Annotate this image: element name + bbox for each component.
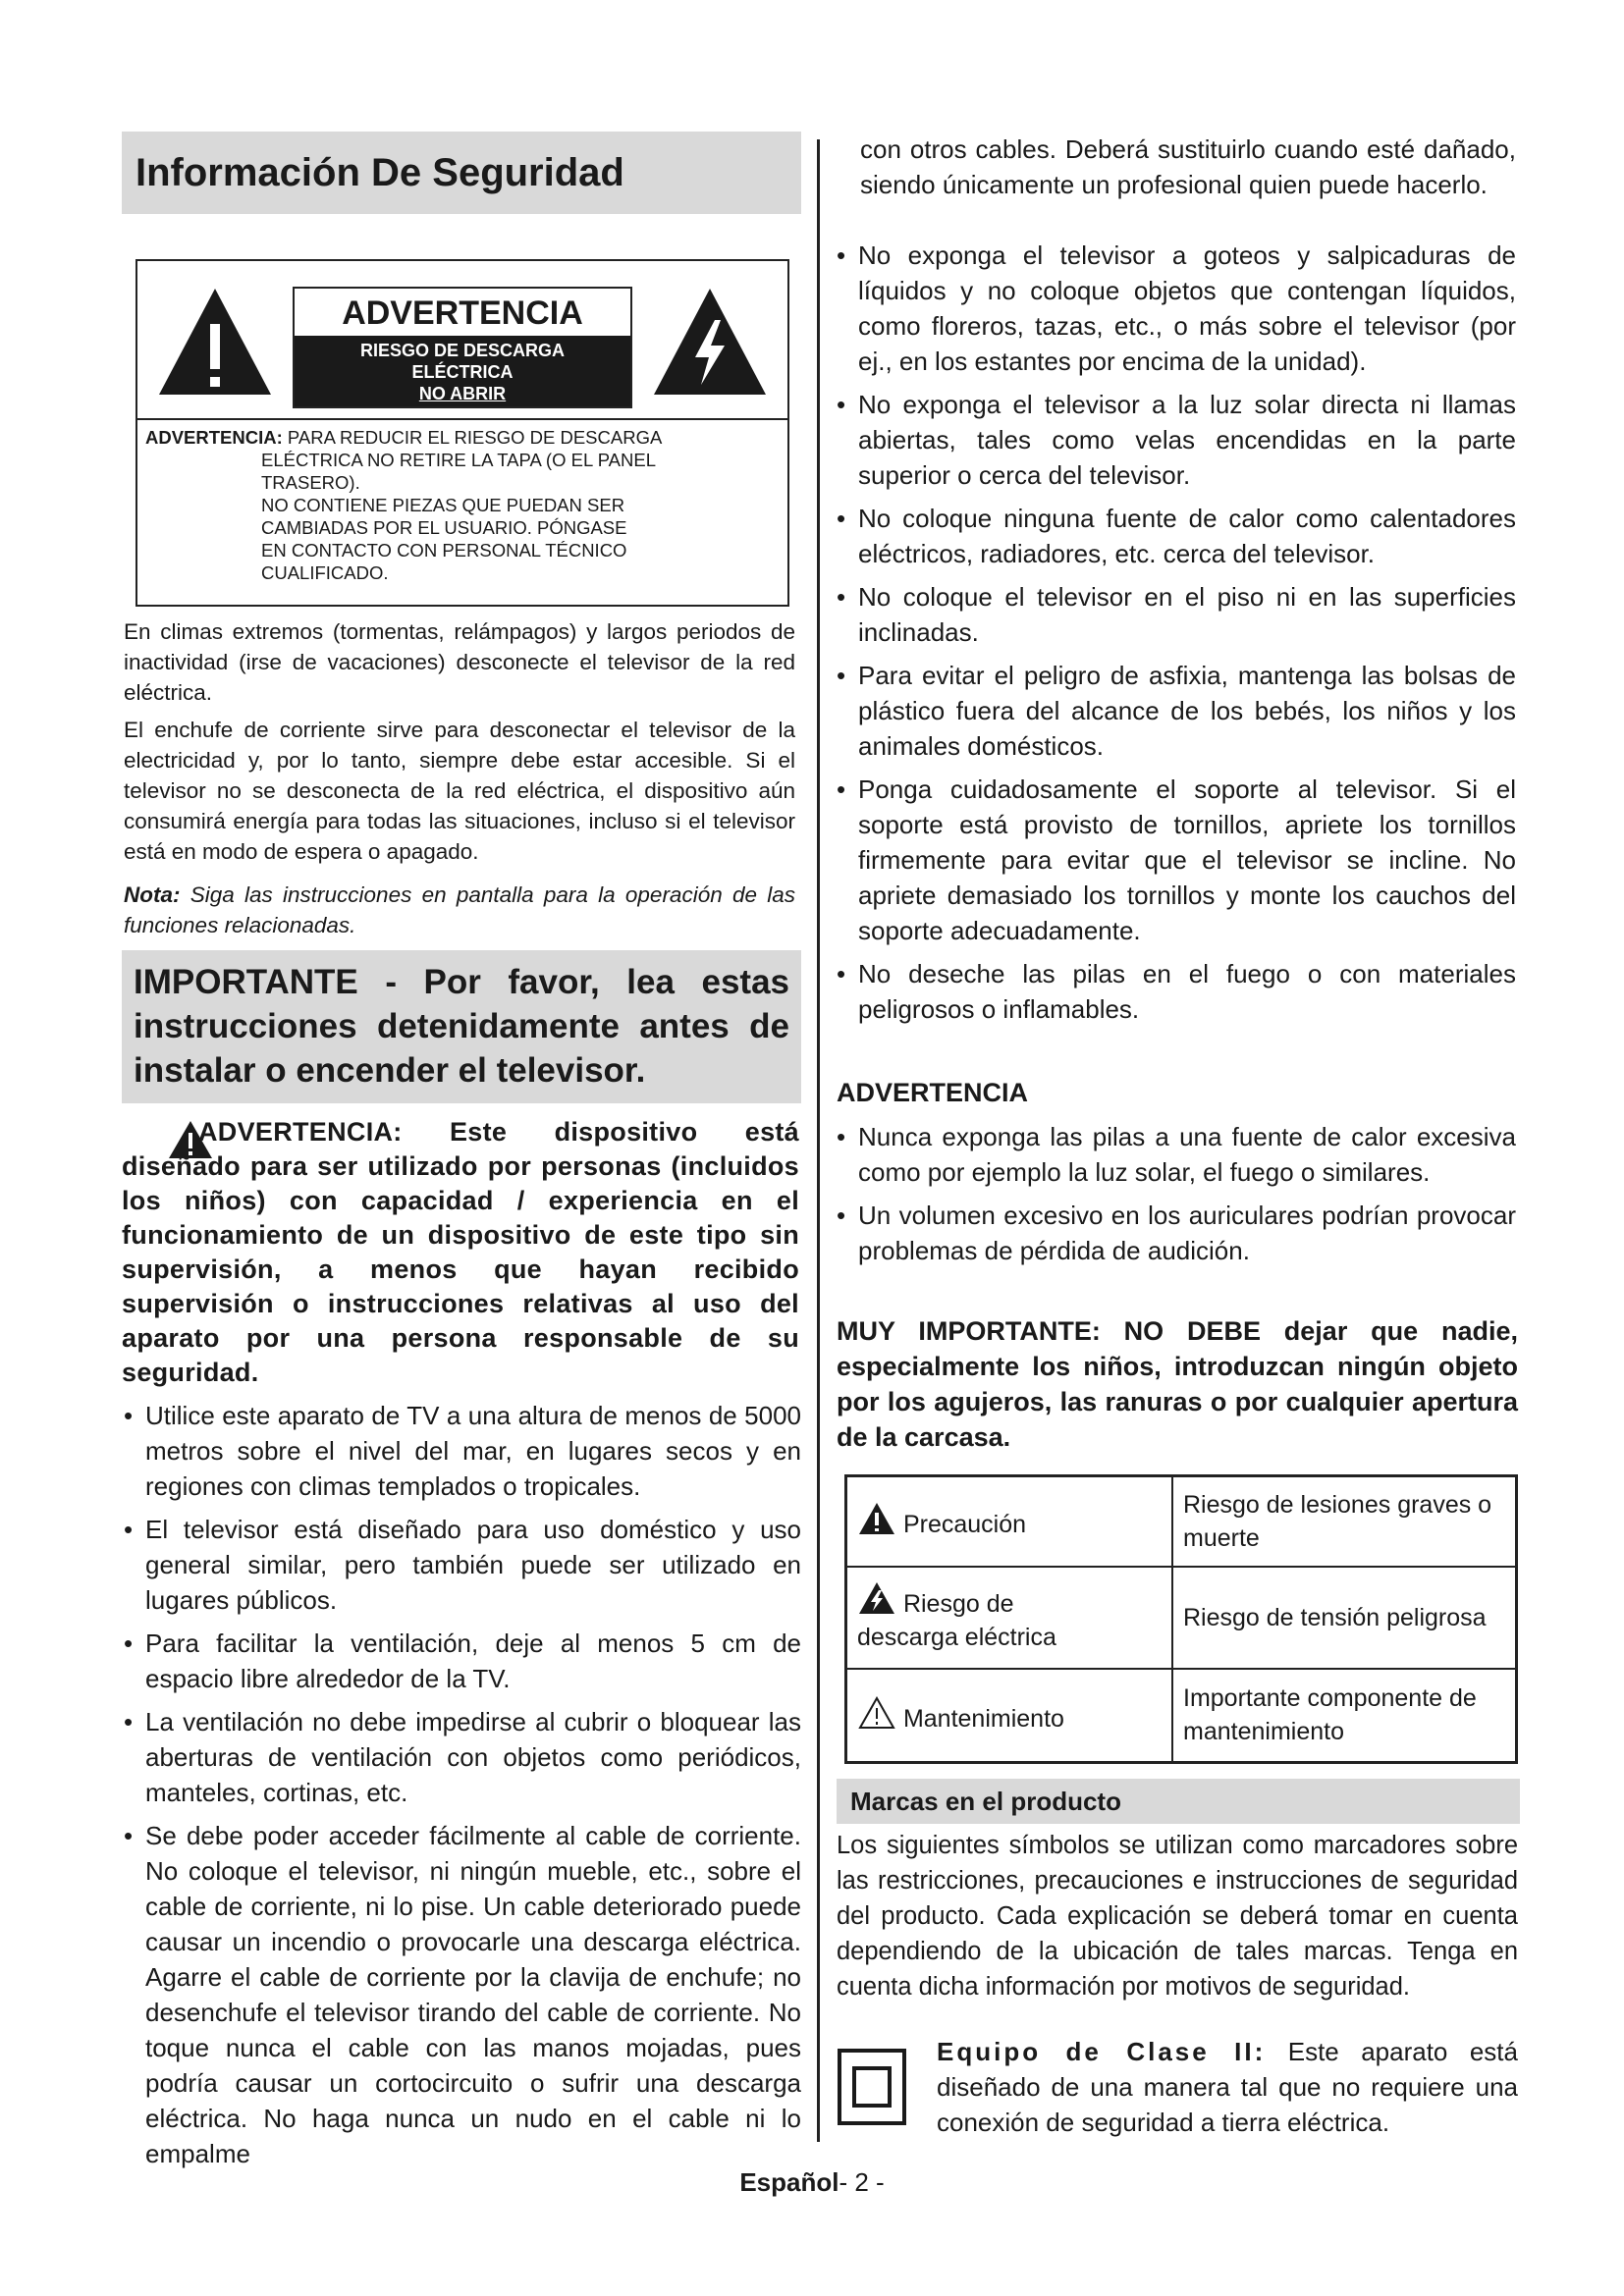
marcas-paragraph: Los siguientes símbolos se utilizan como marcadores sobre las restricciones, precauciones e instrucciones de seguridad del producto. Cada explicación se deberá tomar en cuenta dependiendo de la ubicación de tales marcas. Tenga en cuenta dicha información por motivos de seguridad.	[837, 1832, 1518, 2001]
warning-line: ELÉCTRICA NO RETIRE LA TAPA (O EL PANEL	[261, 450, 656, 470]
maintenance-label: Mantenimiento	[902, 1704, 1064, 1733]
cable-continuation: con otros cables. Deberá sustituirlo cuando esté dañado, siendo únicamente un profesional quien puede hacerlo.	[860, 134, 1516, 199]
list-item: • No coloque el televisor en el piso ni en las superficies inclinadas.	[835, 579, 1516, 650]
footer-page-number: - 2 -	[839, 2167, 885, 2197]
warning-box	[135, 259, 789, 607]
list-item: • Nunca exponga las pilas a una fuente de calor excesiva como por ejemplo la luz solar, el fuego o similares.	[835, 1119, 1516, 1190]
page-title: Información De Seguridad	[135, 151, 624, 194]
column-divider	[817, 139, 820, 2142]
class-ii-text: Este aparato está diseñado de una manera tal que no requiere una conexión de seguridad a tierra eléctrica.	[937, 2037, 1518, 2137]
shock-risk-line: ELÉCTRICA	[411, 362, 514, 382]
list-item: • No deseche las pilas en el fuego o con materiales peligrosos o inflamables.	[835, 956, 1516, 1027]
class-ii-paragraph	[937, 2034, 1518, 2140]
list-item: • La ventilación no debe impedirse al cubrir o bloquear las aberturas de ventilación con objetos como periódicos, manteles, cortinas, etc.	[122, 1704, 801, 1810]
battery-bullet-list	[835, 1119, 1516, 1276]
warning-line: CAMBIADAS POR EL USUARIO. PÓNGASE	[261, 517, 627, 538]
important-banner-text: IMPORTANTE - Por favor, lea estas instrucciones detenidamente antes de instalar o encender el televisor.	[134, 963, 789, 1090]
warning-line: CUALIFICADO.	[261, 562, 389, 583]
warning-line: TRASERO).	[261, 472, 360, 493]
list-item: • Utilice este aparato de TV a una altura de menos de 5000 metros sobre el nivel del mar, en lugares secos y en regiones con climas templados o tropicales.	[122, 1398, 801, 1504]
note-paragraph	[124, 880, 795, 940]
warning-box-text	[145, 426, 780, 584]
list-item: • Un volumen excesivo en los auriculares podrían provocar problemas de pérdida de audición.	[835, 1198, 1516, 1268]
table-row	[846, 1476, 1517, 1567]
marcas-heading-banner	[837, 1779, 1520, 1824]
maintenance-triangle-icon	[857, 1695, 896, 1731]
table-cell: Importante componente de mantenimiento	[1172, 1669, 1517, 1763]
footer-language: Español	[739, 2167, 839, 2197]
page-title-banner	[122, 132, 801, 214]
important-banner	[122, 950, 801, 1103]
device-warning: ADVERTENCIA: Este dispositivo está diseñado para ser utilizado por personas (incluidos los niños) con capacidad / experiencia en el funcionamiento de un dispositivo de este tipo sin supervisión, a menos que hayan recibido supervisión o instrucciones relativas al uso del aparato por una persona responsable de su seguridad.	[122, 1117, 799, 1387]
advertencia-label-box	[293, 287, 632, 408]
note-label: Nota:	[124, 882, 181, 907]
symbols-table	[844, 1474, 1518, 1764]
note-text: Siga las instrucciones en pantalla para la operación de las funciones relacionadas.	[124, 882, 795, 937]
warning-line: EN CONTACTO CON PERSONAL TÉCNICO	[261, 540, 627, 561]
warning-line: NO CONTIENE PIEZAS QUE PUEDAN SER	[261, 495, 625, 515]
caution-triangle-icon	[857, 1501, 896, 1536]
lightning-triangle-icon	[650, 285, 770, 400]
list-item: • No exponga el televisor a goteos y salpicaduras de líquidos y no coloque objetos que contengan líquidos, como floreros, tazas, etc., o más sobre el televisor (por ej., en los estantes por encima de la unidad).	[835, 238, 1516, 379]
warning-triangle-icon	[155, 285, 275, 400]
shock-label-line2: descarga eléctrica	[857, 1624, 1056, 1651]
class-ii-icon	[837, 2048, 907, 2126]
right-bullet-list	[835, 238, 1516, 1035]
list-item: • Ponga cuidadosamente el soporte al televisor. Si el soporte está provisto de tornillos, apriete los tornillos firmemente para evitar que el televisor se incline. No apriete demasiado los tornillos y monte los cauchos del soporte adecuadamente.	[835, 772, 1516, 948]
climate-paragraph: En climas extremos (tormentas, relámpagos) y largos periodos de inactividad (irse de vacaciones) desconecte el televisor de la red eléctrica.	[124, 619, 795, 705]
shock-label: Riesgo de	[902, 1590, 1014, 1618]
left-bullet-list	[122, 1398, 801, 2179]
advertencia-header: ADVERTENCIA	[342, 294, 583, 332]
muy-importante-warning: MUY IMPORTANTE: NO DEBE dejar que nadie, especialmente los niños, introduzcan ningún objeto por los agujeros, las ranuras o por cualquier apertura de la carcasa.	[837, 1316, 1518, 1452]
table-cell	[846, 1567, 1173, 1669]
table-row	[846, 1669, 1517, 1763]
shock-risk-label	[295, 336, 630, 406]
list-item: • Para evitar el peligro de asfixia, mantenga las bolsas de plástico fuera del alcance de los bebés, los niños y los animales domésticos.	[835, 658, 1516, 764]
plug-paragraph: El enchufe de corriente sirve para desconectar el televisor de la electricidad y, por lo tanto, siempre debe estar accesible. Si el televisor no se desconecta de la red eléctrica, el dispositivo aún consumirá energía para todas las situaciones, incluso si el televisor está en modo de espera o apagado.	[124, 718, 795, 864]
list-item: • Se debe poder acceder fácilmente al cable de corriente. No coloque el televisor, ni ningún mueble, etc., sobre el cable de corriente, ni lo pise. Un cable deteriorado puede causar un incendio o provocarle una descarga eléctrica. Agarre el cable de corriente por la clavija de enchufe; no desenchufe el televisor tirando del cable de corriente. No toque nunca el cable con las manos mojadas, pues podría causar un cortocircuito o sufrir una descarga eléctrica. No haga nunca un nudo en el cable ni lo empalme	[122, 1818, 801, 2171]
list-item: • Para facilitar la ventilación, deje al menos 5 cm de espacio libre alrededor de la TV.	[122, 1626, 801, 1696]
table-cell: Riesgo de lesiones graves o muerte	[1172, 1476, 1517, 1567]
warning-box-header	[137, 261, 787, 420]
list-item: • No coloque ninguna fuente de calor como calentadores eléctricos, radiadores, etc. cerca del televisor.	[835, 501, 1516, 571]
list-item: • No exponga el televisor a la luz solar directa ni llamas abiertas, tales como velas encendidas en la parte superior o cerca del televisor.	[835, 387, 1516, 493]
warning-line: PARA REDUCIR EL RIESGO DE DESCARGA	[287, 427, 663, 448]
class-ii-label: Equipo de Clase II:	[937, 2037, 1267, 2066]
marcas-heading: Marcas en el producto	[850, 1787, 1121, 1816]
table-cell	[846, 1476, 1173, 1567]
table-cell	[846, 1669, 1173, 1763]
table-cell: Riesgo de tensión peligrosa	[1172, 1567, 1517, 1669]
warning-label: ADVERTENCIA:	[145, 427, 283, 448]
caution-label: Precaución	[902, 1511, 1027, 1539]
table-row	[846, 1567, 1517, 1669]
shock-risk-line: RIESGO DE DESCARGA	[359, 341, 566, 360]
shock-risk-line: NO ABRIR	[418, 384, 507, 403]
list-item: • El televisor está diseñado para uso doméstico y uso general similar, pero también puede ser utilizado en lugares públicos.	[122, 1512, 801, 1618]
advertencia-heading: ADVERTENCIA	[837, 1078, 1029, 1107]
lightning-triangle-icon	[857, 1580, 896, 1616]
page-footer	[0, 2167, 1624, 2198]
